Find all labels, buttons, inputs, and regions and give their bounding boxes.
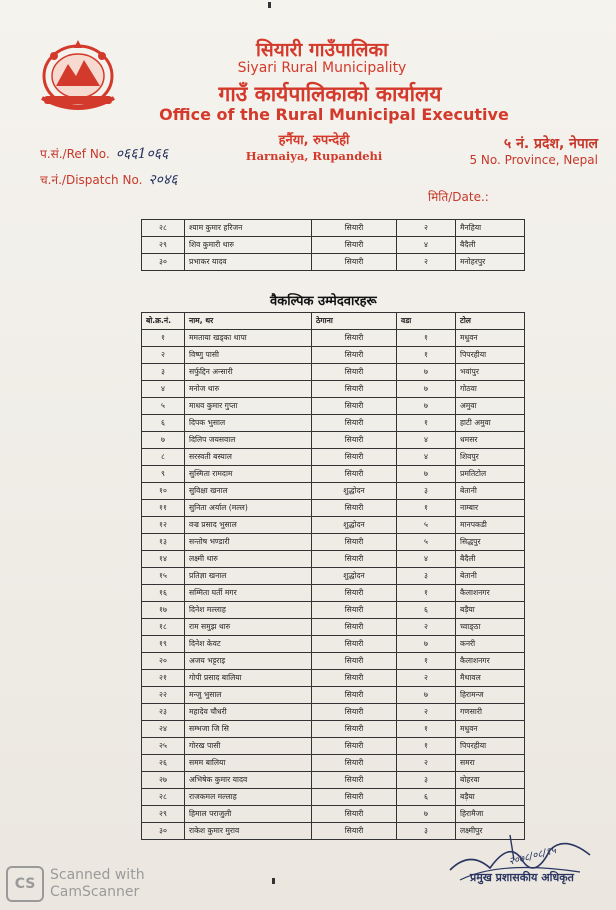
cell-name: समम बालिया [185,755,312,772]
cell-tole: हाटी अमुवा [456,415,525,432]
header-tole: टोल [456,313,525,330]
table-row [142,738,525,755]
table-row [142,619,525,636]
cell-name: राम समुझ थारु [185,619,312,636]
table-row [142,415,525,432]
cell-ward: ४ [397,449,456,466]
cell-ward: ६ [397,602,456,619]
table-row [142,585,525,602]
cell-ward: ३ [397,823,456,840]
cell-address: सियारी [312,602,397,619]
municipality-title-np: सियारी गाउँपालिका [255,39,389,61]
cell-ward: १ [397,653,456,670]
cell-num: ९ [142,466,185,483]
cell-ward: १ [397,500,456,517]
cell-tole: बेतानी [456,483,525,500]
signature-date: २०७८/०८/१५ [507,845,558,868]
cell-num: २३ [142,704,185,721]
cell-name: सम्मिता घर्ती मगर [185,585,312,602]
cell-num: १४ [142,551,185,568]
cell-num: १ [142,330,185,347]
cell-tole: शिवपुर [456,449,525,466]
cell-address: सियारी [312,636,397,653]
cell-address: सियारी [312,789,397,806]
table-row [142,551,525,568]
cell-name: दिनेश केवट [185,636,312,653]
cell-tole: पिपरहीया [456,347,525,364]
cell-name: वज्र प्रसाद भुसाल [185,517,312,534]
cell-ward: ३ [397,772,456,789]
camscanner-watermark [6,866,145,902]
cell-tole: गणसारी [456,704,525,721]
cell-ward: ७ [397,687,456,704]
table-row [142,568,525,585]
cell-num: १६ [142,585,185,602]
cell-name: गोपी प्रसाद बालिया [185,670,312,687]
binder-mark [268,2,271,8]
cell-tole: समरा [456,755,525,772]
cell-address: सियारी [312,466,397,483]
cell-ward: १ [397,347,456,364]
header-ward: वडा [397,313,456,330]
cell-ward: ७ [397,806,456,823]
cell-name: अभिषेक कुमार यादव [185,772,312,789]
cell-num: १९ [142,636,185,653]
cell-name: प्रभाकर यादव [185,254,312,271]
cell-ward: २ [397,220,456,237]
cell-tole: मनोहरपुर [456,254,525,271]
cell-num: २९ [142,806,185,823]
cell-address: सियारी [312,415,397,432]
cell-tole: हिरामन्ज [456,687,525,704]
cell-address: सियारी [312,670,397,687]
cell-tole: अमुवा [456,398,525,415]
cell-address: सियारी [312,237,397,254]
cell-tole: बैदैली [456,237,525,254]
cell-name: शिव कुमारी थारु [185,237,312,254]
cell-address: सियारी [312,254,397,271]
table-row [142,398,525,415]
cell-tole: मैनहिया [456,220,525,237]
cell-address: सियारी [312,534,397,551]
office-title-np: गाउँ कार्यपालिकाको कार्यालय [218,82,442,106]
table-row [142,653,525,670]
cell-tole: मधुवन [456,721,525,738]
cell-ward: ४ [397,237,456,254]
cell-num: २८ [142,220,185,237]
cell-ward: १ [397,415,456,432]
address-en: Harnaiya, Rupandehi [245,149,383,163]
cell-name: सन्तोष भण्डारी [185,534,312,551]
cell-tole: भवांपुर [456,364,525,381]
cell-address: सियारी [312,432,397,449]
cell-num: २० [142,653,185,670]
dispatch-value: २०४६ [148,172,178,188]
cell-ward: २ [397,619,456,636]
cell-address: सियारी [312,398,397,415]
table-row [142,806,525,823]
cell-name: मन्जु भुसाल [185,687,312,704]
ref-value: ०६६1०६६ [115,146,169,162]
cell-ward: ३ [397,483,456,500]
cell-address: सियारी [312,500,397,517]
cell-tole: कैलाशनगर [456,653,525,670]
cell-tole: धमसर [456,432,525,449]
table-row [142,254,525,271]
cell-num: ८ [142,449,185,466]
cell-tole: मधुवन [456,330,525,347]
cell-address: शुद्धोदन [312,483,397,500]
cell-ward: २ [397,755,456,772]
cell-num: २१ [142,670,185,687]
cell-num: ४ [142,381,185,398]
cell-address: सियारी [312,381,397,398]
cell-num: २५ [142,738,185,755]
dispatch-label: च.नं./Dispatch No. [40,173,143,187]
cell-num: १० [142,483,185,500]
cell-num: २२ [142,687,185,704]
cell-ward: १ [397,721,456,738]
cell-num: ७ [142,432,185,449]
cell-address: सियारी [312,330,397,347]
cell-name: सम्भजा जि सि [185,721,312,738]
cell-tole: कैलाशनगर [456,585,525,602]
province-en: 5 No. Province, Nepal [469,153,598,167]
cell-name: अजय भट्टराइ [185,653,312,670]
cell-tole: बैदैली [456,551,525,568]
table-row [142,636,525,653]
table-row [142,330,525,347]
header-name: नाम, थर [185,313,312,330]
cell-tole: प्रमतिटोल [456,466,525,483]
cell-num: १३ [142,534,185,551]
cell-tole: सिद्धपुर [456,534,525,551]
cell-num: २८ [142,789,185,806]
cell-ward: १ [397,585,456,602]
cell-num: ११ [142,500,185,517]
table-row [142,381,525,398]
cell-ward: २ [397,704,456,721]
cell-name: माधव कुमार गुप्ता [185,398,312,415]
municipality-title-en: Siyari Rural Municipality [237,60,407,76]
cell-num: २९ [142,237,185,254]
cell-tole: लक्ष्मीपुर [456,823,525,840]
cell-ward: ७ [397,636,456,653]
cell-num: २७ [142,772,185,789]
table-row [142,517,525,534]
cell-name: ममताया खड्का थापा [185,330,312,347]
cell-address: सियारी [312,687,397,704]
cell-tole: बड़ैया [456,789,525,806]
table-row [142,704,525,721]
cell-num: २ [142,347,185,364]
table-row [142,220,525,237]
cell-num: ६ [142,415,185,432]
cell-num: ५ [142,398,185,415]
cell-name: सुस्मिता रामदाम [185,466,312,483]
cell-ward: ६ [397,789,456,806]
cell-address: सियारी [312,755,397,772]
cell-address: सियारी [312,704,397,721]
cell-ward: ५ [397,534,456,551]
cell-name: गोरख पासी [185,738,312,755]
cell-tole: पिपरहीया [456,738,525,755]
cell-name: राजकमल मल्लाह [185,789,312,806]
watermark-line1: Scanned with [50,867,145,883]
cell-ward: २ [397,254,456,271]
cell-address: सियारी [312,619,397,636]
cell-ward: ५ [397,517,456,534]
cell-num: १७ [142,602,185,619]
table-row [142,500,525,517]
dispatch-no [40,170,178,189]
cell-address: सियारी [312,806,397,823]
table-row [142,364,525,381]
cell-address: सियारी [312,772,397,789]
province-np: ५ नं. प्रदेश, नेपाल [503,136,598,152]
office-title-en: Office of the Rural Municipal Executive [159,105,509,124]
cell-tole: हिरामैजा [456,806,525,823]
cell-num: ३० [142,823,185,840]
cell-address: सियारी [312,449,397,466]
cell-name: लक्ष्मी थारु [185,551,312,568]
table-row [142,670,525,687]
table-row [142,789,525,806]
table-row [142,449,525,466]
cell-num: २४ [142,721,185,738]
table-row [142,602,525,619]
cell-address: सियारी [312,738,397,755]
ref-label: प.सं./Ref No. [40,147,110,161]
address-np: हर्नैया, रुपन्देही [278,133,350,148]
cell-ward: १ [397,330,456,347]
signature-title: प्रमुख प्रशासकीय अधिकृत [470,871,574,884]
table-row [142,687,525,704]
table-row [142,432,525,449]
cell-address: सियारी [312,585,397,602]
cell-name: दिलिप जयसवाल [185,432,312,449]
cell-ward: ३ [397,568,456,585]
table-row [142,347,525,364]
header-address: ठेगाना [312,313,397,330]
cell-name: सर्फुद्दिन अन्सारी [185,364,312,381]
cell-ward: ७ [397,466,456,483]
cell-name: महादेव चौधरी [185,704,312,721]
table-row [142,237,525,254]
cell-num: २६ [142,755,185,772]
cell-ward: ४ [397,432,456,449]
cell-num: ३ [142,364,185,381]
cell-address: शुद्धोदन [312,568,397,585]
cell-tole: बोहरवा [456,772,525,789]
cell-name: विष्णु पासी [185,347,312,364]
cell-ward: २ [397,670,456,687]
alternate-candidates-table [141,312,525,840]
cell-tole: बड़ैया [456,602,525,619]
watermark-line2: CamScanner [50,884,140,900]
cell-num: १२ [142,517,185,534]
cell-tole: नाम्बार [456,500,525,517]
cell-name: दिपक भुसाल [185,415,312,432]
cell-num: ३० [142,254,185,271]
cell-address: सियारी [312,220,397,237]
table-row [142,534,525,551]
candidate-table-continued [141,219,525,271]
cell-tole: मैथावल [456,670,525,687]
camscanner-logo: CS [6,866,44,902]
cell-address: सियारी [312,551,397,568]
binder-mark [272,878,275,884]
cell-address: सियारी [312,823,397,840]
table-row [142,466,525,483]
cell-tole: मानपकडी [456,517,525,534]
cell-name: सुविक्षा खनाल [185,483,312,500]
table-row [142,772,525,789]
cell-name: मनोज थारु [185,381,312,398]
cell-tole: कनरी [456,636,525,653]
cell-num: १८ [142,619,185,636]
header-num: बो.क्र.नं. [142,313,185,330]
cell-name: हिमाल पराजुली [185,806,312,823]
cell-tole: गोठवा [456,381,525,398]
cell-name: सुनिता अर्याल (मल्ल) [185,500,312,517]
date-label: मिति/Date.: [428,190,489,204]
cell-tole: बेतानी [456,568,525,585]
cell-address: सियारी [312,347,397,364]
cell-name: श्याम कुमार हरिजन [185,220,312,237]
section-title: वैकल्पिक उम्मेदवारहरू [270,294,377,309]
table-row [142,755,525,772]
cell-num: १५ [142,568,185,585]
cell-name: राकेश कुमार मुराव [185,823,312,840]
cell-name: दिनेश मल्लाह [185,602,312,619]
cell-address: शुद्धोदन [312,517,397,534]
cell-ward: १ [397,738,456,755]
table-header-row [142,313,525,330]
cell-address: सियारी [312,364,397,381]
cell-name: सरस्वती बस्याल [185,449,312,466]
cell-ward: ४ [397,551,456,568]
cell-ward: ७ [397,364,456,381]
cell-tole: च्वाङ्ठा [456,619,525,636]
table-row [142,483,525,500]
ref-no [40,144,168,163]
cell-address: सियारी [312,653,397,670]
cell-ward: ७ [397,381,456,398]
cell-ward: ७ [397,398,456,415]
table-row [142,721,525,738]
cell-address: सियारी [312,721,397,738]
cell-name: प्रतिज्ञा खनाल [185,568,312,585]
